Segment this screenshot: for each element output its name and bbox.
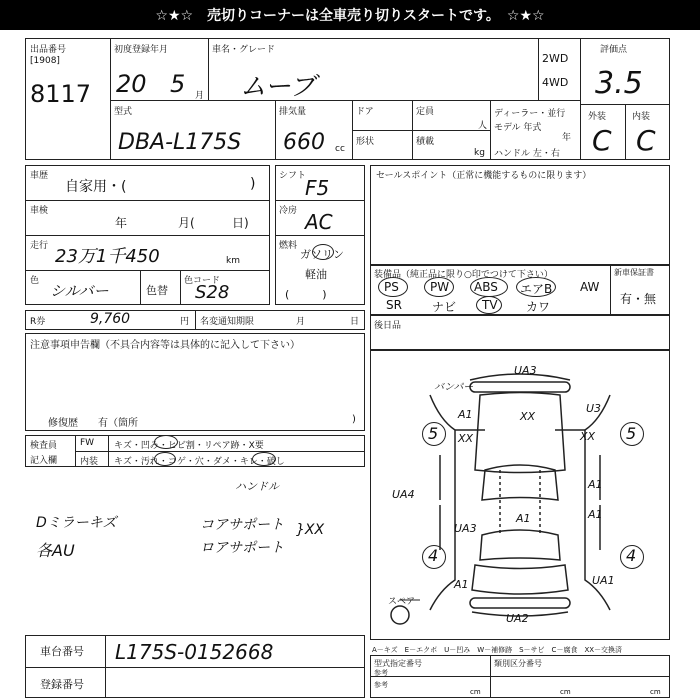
handle-label: ハンドル 左・右 xyxy=(494,149,560,159)
month-unit: 月 xyxy=(195,91,205,101)
mark-ua3-l: UA3 xyxy=(454,522,477,535)
type-label: 型式 xyxy=(114,107,133,117)
equip-abs: ABS xyxy=(474,280,498,294)
equip-pw: PW xyxy=(430,280,450,294)
mark-u3-r: U3 xyxy=(586,402,602,415)
mark-ua4: UA4 xyxy=(392,488,415,501)
interior-grade: C xyxy=(636,124,656,157)
rear-items-label: 後日品 xyxy=(374,321,402,331)
mark-a1-r-mid: A1 xyxy=(588,478,603,491)
shaken-month: 月( xyxy=(178,216,195,230)
reg-number-label: 登録番号 xyxy=(40,678,84,691)
interior-label: 内装 xyxy=(632,112,651,122)
tire-fr: 5 xyxy=(626,424,637,443)
mark-a1-rear-l: A1 xyxy=(454,578,469,591)
new-car-label: 新車保証書 xyxy=(614,268,654,277)
inspector-label1: 検査員 xyxy=(30,441,58,451)
color-code-value: S28 xyxy=(195,282,230,303)
mileage-label: 走行 xyxy=(30,241,49,251)
banner-text: ☆★☆ 売切りコーナーは全車売り切りスタートです。 ☆★☆ xyxy=(155,8,545,24)
tire-fl: 5 xyxy=(428,424,439,443)
notice-day: 日 xyxy=(350,317,360,327)
chassis-value: L175S-0152668 xyxy=(115,640,274,664)
repair-label: 修復歴 有（箇所 xyxy=(48,418,138,429)
history-label: 車歴 xyxy=(30,171,49,181)
mark-a1-trunk: A1 xyxy=(516,512,531,525)
equip-airbag: エアB xyxy=(520,282,553,296)
type-num-label: 型式指定番号 xyxy=(374,659,422,668)
ac-value: AC xyxy=(305,210,333,234)
fuel-paren: ( ) xyxy=(285,288,327,301)
mark-xx-l: XX xyxy=(458,432,474,445)
fuel-gas: ガソリン xyxy=(300,248,344,261)
mileage-value: 23万1千450 xyxy=(55,246,160,267)
mileage-unit: km xyxy=(226,256,240,266)
ac-label: 冷房 xyxy=(279,206,298,216)
shift-label: シフト xyxy=(279,171,307,181)
shaken-year: 年 xyxy=(115,216,128,230)
capacity-unit: 人 xyxy=(478,121,488,131)
repair-close: ) xyxy=(352,414,356,425)
exterior-grade: C xyxy=(592,124,612,157)
equip-sr: SR xyxy=(386,298,402,312)
chassis-label: 車台番号 xyxy=(40,645,84,658)
int-label: 内装 xyxy=(80,457,99,467)
exterior-label: 外装 xyxy=(588,112,607,122)
cm-3: cm xyxy=(650,688,661,696)
equip-tv: TV xyxy=(482,298,498,312)
load-unit: kg xyxy=(474,148,485,158)
dealer-label: ディーラー・並行 xyxy=(494,109,566,119)
shape-label: 形状 xyxy=(356,137,375,147)
lot-label: 出品番号 xyxy=(30,45,67,55)
note-xx: }XX xyxy=(296,522,325,538)
eval-score: 3.5 xyxy=(595,66,643,101)
paint-label: 色替 xyxy=(146,284,168,297)
mark-xx-r: XX xyxy=(580,430,596,443)
color-value: シルバー xyxy=(50,282,109,300)
recycle-value: 9,760 xyxy=(90,311,131,327)
equip-navi: ナビ xyxy=(432,300,457,314)
spare-label: スペア xyxy=(388,597,416,607)
fw-items: キズ・凹み・ヒビ割・リペア跡・X要 xyxy=(114,441,264,451)
type-num-ref: 参考 xyxy=(374,669,388,677)
fw-label: FW xyxy=(80,438,95,448)
notice-month: 月 xyxy=(296,317,306,327)
fuel-diesel: 軽油 xyxy=(305,268,327,281)
handle-note: ハンドル xyxy=(235,480,279,493)
ref-length: 参考 xyxy=(374,681,388,689)
cm-2: cm xyxy=(560,688,571,696)
reg-month: 5 xyxy=(170,70,186,98)
new-car-value: 有・無 xyxy=(620,292,657,306)
notes-label: 注意事項申告欄（不具合内容等は具体的に記入して下さい） xyxy=(30,340,300,351)
int-items: キズ・汚れ・コゲ・穴・ダメ・キレ・破し xyxy=(114,457,285,467)
model-name: ムーブ xyxy=(240,72,316,102)
inspector-label2: 記入欄 xyxy=(30,456,58,466)
sales-label: セールスポイント（正常に機能するものに限ります） xyxy=(376,171,592,181)
recycle-unit: 円 xyxy=(180,317,190,327)
lot-number: 8117 xyxy=(30,80,92,108)
displacement-label: 排気量 xyxy=(279,107,307,117)
color-label: 色 xyxy=(30,276,40,286)
history-close: ) xyxy=(250,176,256,192)
equip-leather: カワ xyxy=(526,300,551,314)
year-unit: 年 xyxy=(562,133,572,143)
mark-bumper: バンパー xyxy=(434,382,474,393)
note-au: 各AU xyxy=(36,541,75,560)
model-year-label: モデル 年式 xyxy=(494,123,542,133)
tire-rr: 4 xyxy=(626,546,637,565)
recycle-label: R券 xyxy=(30,317,46,327)
class-num-label: 類別区分番号 xyxy=(494,659,542,668)
equipment-label: 装備品（純正品に限り○印でつけて下さい） xyxy=(374,270,553,280)
mark-ua1-r: UA1 xyxy=(592,574,615,587)
eval-label: 評価点 xyxy=(600,45,628,55)
equip-ps: PS xyxy=(384,280,399,294)
legend: A－キズ E－エクボ U－凹み W－補修跡 S－サビ C－腐食 XX－交換済 xyxy=(372,646,623,654)
lot-sub: [1908] xyxy=(30,56,60,66)
equip-aw: AW xyxy=(580,280,600,294)
tire-rl: 4 xyxy=(428,546,439,565)
mark-a1-l: A1 xyxy=(458,408,473,421)
mark-ua2-bottom: UA2 xyxy=(506,612,529,625)
mark-ua3-top: UA3 xyxy=(514,364,537,377)
load-label: 積載 xyxy=(416,137,435,147)
displacement-value: 660 xyxy=(283,130,325,155)
shift-value: F5 xyxy=(305,176,330,200)
type-value: DBA-L175S xyxy=(118,130,242,155)
capacity-label: 定員 xyxy=(416,107,435,117)
reg-year: 20 xyxy=(116,70,147,98)
displacement-unit: cc xyxy=(335,144,345,154)
drive-2wd: 2WD xyxy=(542,52,569,65)
mark-a1-r-low: A1 xyxy=(588,508,603,521)
history-value: 自家用・( xyxy=(65,179,127,195)
fuel-label: 燃料 xyxy=(279,241,298,251)
notice-label: 名変通知期限 xyxy=(200,317,255,327)
door-label: ドア xyxy=(356,107,374,117)
note-lower-support: ロアサポート xyxy=(200,540,284,556)
model-label: 車名・グレード xyxy=(212,45,276,55)
first-reg-label: 初度登録年月 xyxy=(114,45,169,55)
drive-4wd: 4WD xyxy=(542,76,569,89)
shaken-day: 日) xyxy=(232,216,249,230)
note-core-support: コアサポート xyxy=(200,517,284,533)
color-code-label: 色コード xyxy=(184,276,221,286)
mark-xx-hood: XX xyxy=(520,410,536,423)
cm-1: cm xyxy=(470,688,481,696)
note-mirror: Dミラーキズ xyxy=(36,515,117,531)
shaken-label: 車検 xyxy=(30,206,49,216)
